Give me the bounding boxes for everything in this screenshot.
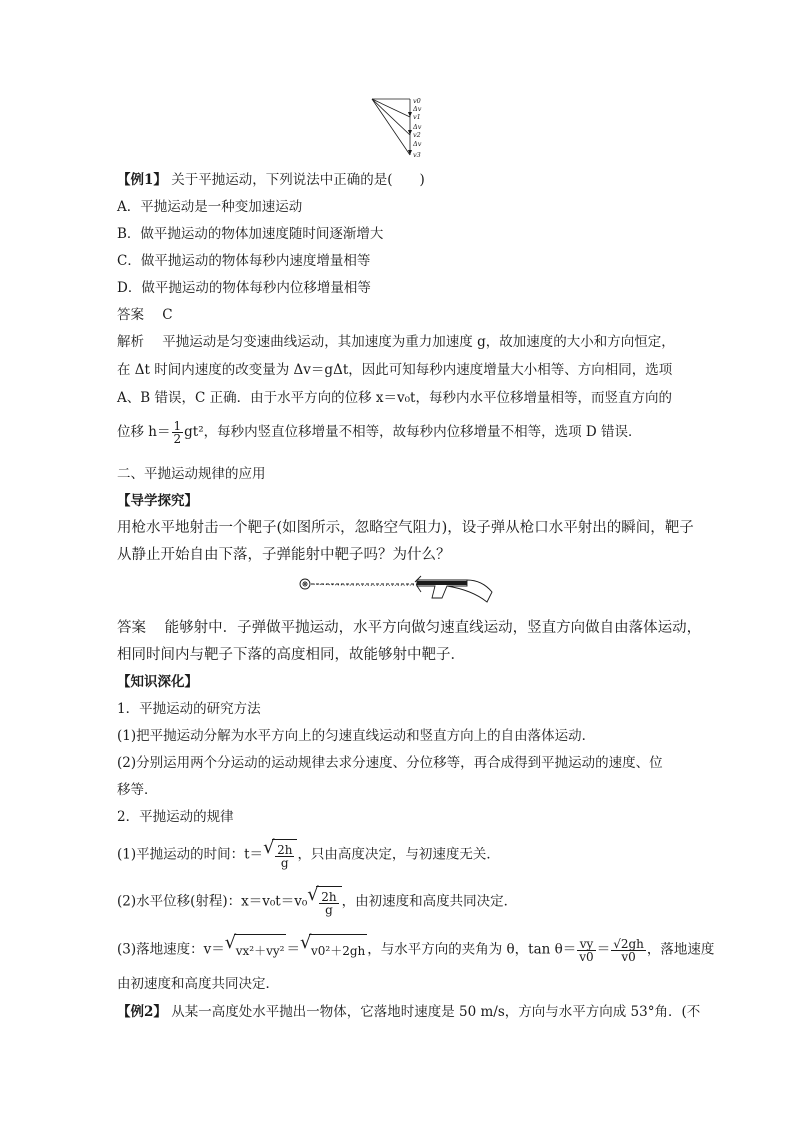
guide-tag: 【导学探究】 — [117, 493, 198, 509]
analysis-line-3: A、B 错误，C 正确．由于水平方向的位移 x＝v₀t，每秒内水平位移增量相等，而竖直方向的 — [117, 390, 672, 406]
sqrt-expression: √ $\frac{2h}{g}$ — [263, 839, 297, 871]
example2-text: 从某一高度处水平抛出一物体，它落地时速度是 50 m/s，方向与水平方向成 53°角．(不 — [171, 1004, 701, 1020]
analysis-label: 解析 — [117, 334, 144, 350]
example1-question — [117, 171, 425, 189]
fraction-one-half: $\frac{1}{2}$ — [173, 419, 182, 446]
answer-text: 能够射中．子弹做平抛运动，水平方向做匀速直线运动，竖直方向做自由落体运动， — [164, 620, 702, 636]
answer-label: 答案 — [117, 307, 144, 323]
fraction: $\frac{vy}{v0}$ — [579, 936, 594, 964]
section2-heading: 二、平抛运动规律的应用 — [117, 466, 266, 482]
analysis-line-4 — [117, 420, 642, 445]
guide-line-1: 用枪水平地射击一个靶子(如图所示，忽略空气阻力)，设子弹从枪口水平射出的瞬间，靶子 — [117, 520, 694, 536]
example1-tag: 【例1】 — [117, 172, 167, 188]
method-point-2b: 移等． — [117, 782, 158, 798]
answer-value: C — [162, 307, 173, 323]
method-point-1: (1)把平抛运动分解为水平方向上的匀速直线运动和竖直方向上的自由落体运动． — [117, 728, 596, 744]
gun-target-figure — [297, 572, 497, 610]
rule-1: (1)平抛运动的时间：t＝ √ $\frac{2h}{g}$ ，只由高度决定，与初速度无关． — [117, 837, 500, 870]
diagram-label: Δv — [413, 123, 422, 131]
diagram-label: v2 — [413, 131, 421, 139]
answer-label: 答案 — [117, 620, 146, 636]
rule-2: (2)水平位移(射程)：x＝v₀t＝v₀ √ $\frac{2h}{g}$ ，由初速度和高度共同决定． — [117, 884, 518, 917]
v3-vector — [372, 99, 410, 155]
velocity-vector-diagram — [370, 97, 430, 161]
deep-tag: 【知识深化】 — [117, 674, 198, 690]
analysis-line-2: 在 Δt 时间内速度的改变量为 Δv＝gΔt，因此可知每秒内速度增量大小相等、方向相同，选项 — [117, 362, 673, 378]
analysis-text: 平抛运动是匀变速曲线运动，其加速度为重力加速度 g，故加速度的大小和方向恒定， — [162, 334, 675, 350]
rule-3-cont: 由初速度和高度共同决定． — [117, 976, 279, 992]
option-c: C．做平抛运动的物体每秒内速度增量相等 — [117, 253, 371, 269]
example2 — [117, 1003, 700, 1021]
guide-answer-line-2: 相同时间内与靶子下落的高度相同，故能够射中靶子． — [117, 647, 465, 663]
option-a: A．平抛运动是一种变加速运动 — [117, 199, 303, 215]
example1-question-text: 关于平抛运动，下列说法中正确的是( ) — [171, 172, 425, 188]
diagram-label: Δv — [413, 105, 422, 113]
diagram-label: v1 — [413, 113, 421, 121]
fraction: $\frac{√2gh}{v0}$ — [613, 936, 644, 964]
rules-title: 2．平抛运动的规律 — [117, 809, 234, 825]
guide-answer-line-1 — [117, 619, 701, 637]
guide-line-2: 从静止开始自由下落，子弹能射中靶子吗？为什么？ — [117, 547, 451, 563]
example1-answer — [117, 306, 173, 324]
sqrt-expression: √ vx²＋vy² — [225, 934, 287, 966]
method-point-2a: (2)分别运用两个分运动的运动规律去求分速度、分位移等，再合成得到平抛运动的速度、位 — [117, 755, 663, 771]
option-d: D．做平抛运动的物体每秒内位移增量相等 — [117, 280, 371, 296]
diagram-label: v3 — [413, 151, 421, 159]
sqrt-expression: √ v0²＋2gh — [300, 934, 367, 966]
v2-vector — [372, 99, 410, 135]
method-title: 1．平抛运动的研究方法 — [117, 701, 261, 717]
diagram-label: Δv — [413, 140, 422, 148]
option-b: B．做平抛运动的物体加速度随时间逐渐增大 — [117, 226, 384, 242]
example2-tag: 【例2】 — [117, 1004, 167, 1020]
sqrt-expression: √ $\frac{2h}{g}$ — [307, 886, 341, 918]
diagram-label: v0 — [413, 97, 421, 105]
analysis-text: 位移 h＝ — [117, 424, 171, 440]
analysis-text: gt²，每秒内竖直位移增量不相等，故每秒内位移增量不相等，选项 D 错误． — [184, 424, 642, 440]
analysis-line-1 — [117, 333, 675, 351]
rule-3: (3)落地速度：v＝ √ vx²＋vy² ＝ √ v0²＋2gh ，与水平方向的夹角为 θ，tan θ＝ $\frac{vy}{v0}$ ＝ $\frac{√2gh}{v0}$ ，落地速度 — [117, 934, 714, 966]
